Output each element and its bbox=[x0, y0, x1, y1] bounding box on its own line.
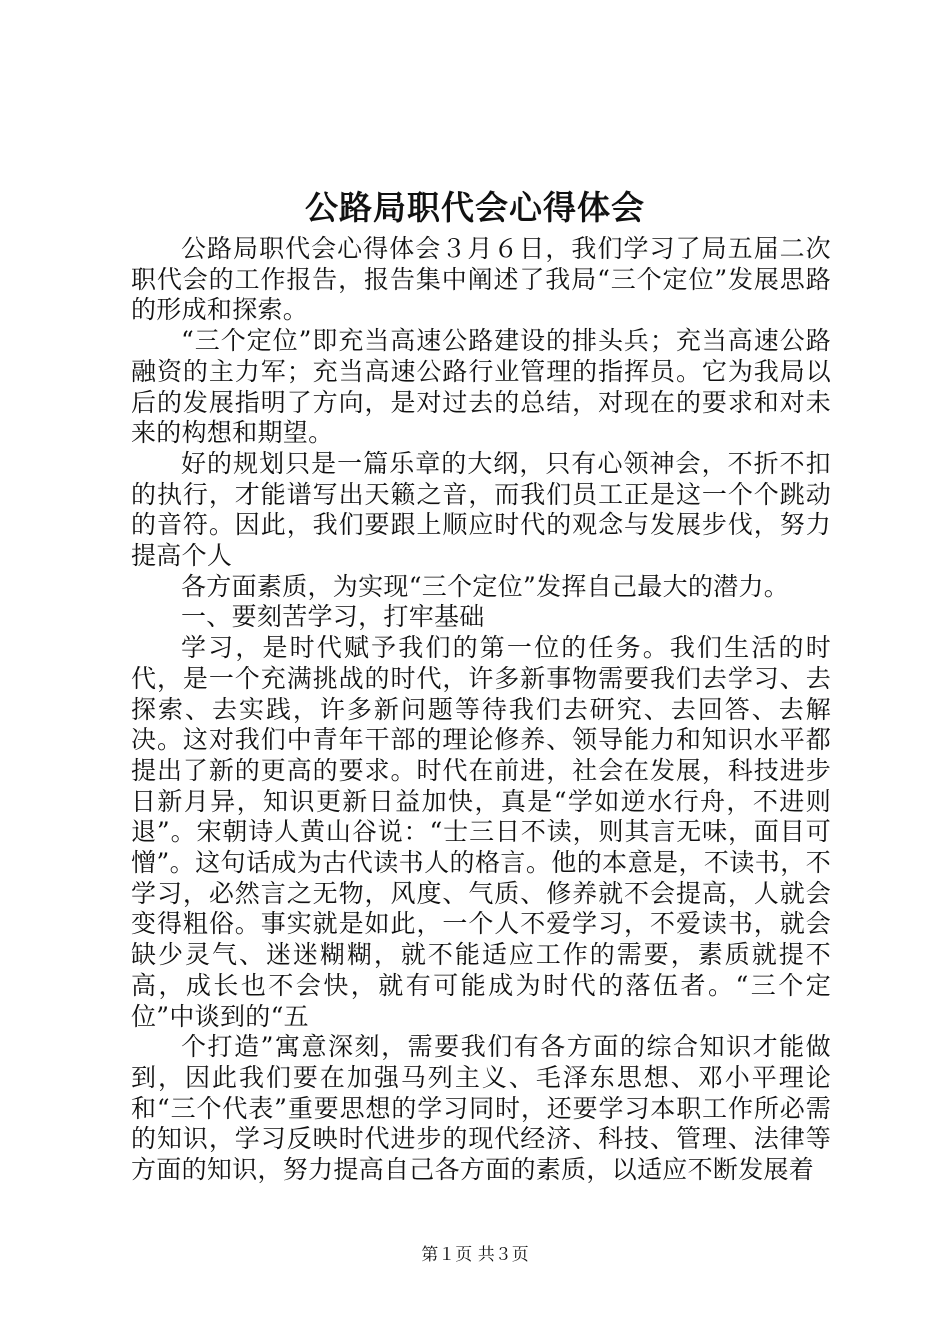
paragraph-6: 个打造”寓意深刻，需要我们有各方面的综合知识才能做到，因此我们要在加强马列主义、毛泽东思想、邓小平理论和“三个代表”重要思想的学习同时，还要学习本职工作所必需的知识，学习反映时代进步的现代经济、科技、管理、法律等方面的知识，努力提高自己各方面的素质，以适应不断发展着 bbox=[131, 1032, 831, 1185]
paragraph-1: 公路局职代会心得体会３月６日，我们学习了局五届二次职代会的工作报告，报告集中阐述了我局“三个定位”发展思路的形成和探索。 bbox=[131, 234, 831, 325]
paragraph-5: 学习，是时代赋予我们的第一位的任务。我们生活的时代，是一个充满挑战的时代，许多新事物需要我们去学习、去探索、去实践，许多新问题等待我们去研究、去回答、去解决。这对我们中青年干部的理论修养、领导能力和知识水平都提出了新的更高的要求。时代在前进，社会在发展，科技进步日新月异，知识更新日益加快，真是“学如逆水行舟，不进则退”。宋朝诗人黄山谷说：“士三日不读，则其言无味，面目可憎”。这句话成为古代读书人的格言。他的本意是，不读书，不学习，必然言之无物，风度、气质、修养就不会提高，人就会变得粗俗。事实就是如此，一个人不爱学习，不爱读书，就会缺少灵气、迷迷糊糊，就不能适应工作的需要，素质就提不高，成长也不会快，就有可能成为时代的落伍者。“三个定位”中谈到的“五 bbox=[131, 633, 831, 1031]
document-body bbox=[131, 234, 831, 1186]
page-title: 公路局职代会心得体会 bbox=[305, 188, 645, 227]
paragraph-4: 各方面素质，为实现“三个定位”发挥自己最大的潜力。 bbox=[181, 571, 790, 601]
page-footer: 第１页 共３页 bbox=[421, 1245, 529, 1265]
section-heading-1: 一、要刻苦学习，打牢基础 bbox=[181, 602, 485, 632]
paragraph-2: “三个定位”即充当高速公路建设的排头兵；充当高速公路融资的主力军；充当高速公路行业管理的指挥员。它为我局以后的发展指明了方向，是对过去的总结，对现在的要求和对未来的构想和期望。 bbox=[131, 326, 831, 448]
paragraph-3: 好的规划只是一篇乐章的大纲，只有心领神会，不折不扣的执行，才能谱写出天籁之音，而我们员工正是这一个个跳动的音符。因此，我们要跟上顺应时代的观念与发展步伐，努力提高个人 bbox=[131, 448, 831, 571]
